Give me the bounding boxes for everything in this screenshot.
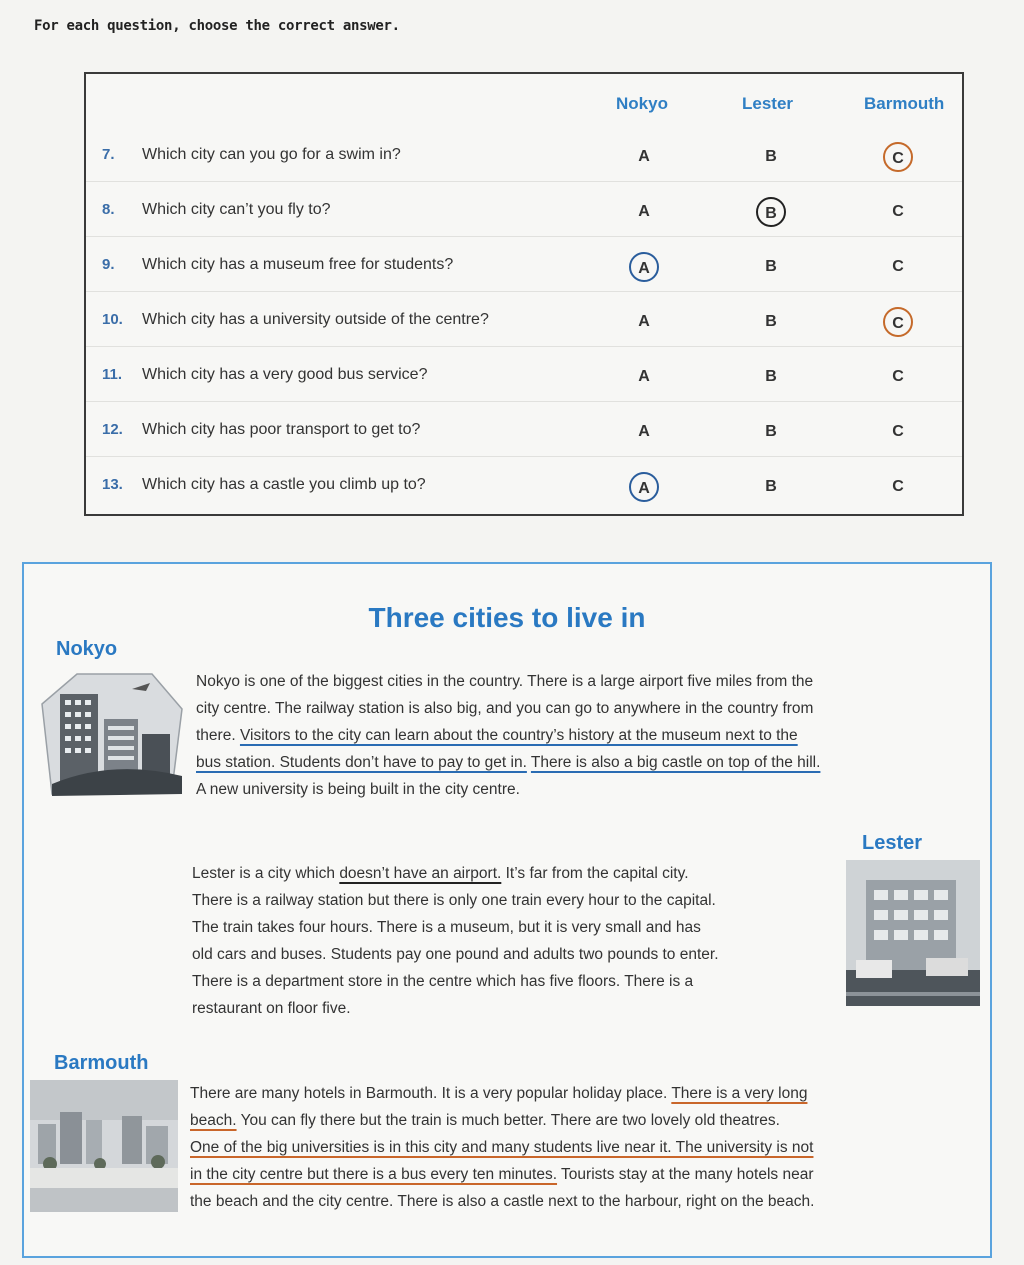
answer-option-c-selected[interactable]: C <box>883 142 913 172</box>
answer-option-c[interactable]: C <box>892 423 904 440</box>
text-line <box>196 668 820 695</box>
answer-option-c[interactable]: C <box>892 478 904 495</box>
lester-city-illustration <box>846 860 980 1006</box>
question-text: Which city has a university outside of the centre? <box>142 311 489 328</box>
text-segment: There are many hotels in Barmouth. It is a very popular holiday place. <box>190 1085 672 1102</box>
underlined-text: beach. <box>190 1112 237 1129</box>
instruction-text: For each question, choose the correct answer. <box>34 18 400 34</box>
underlined-text: Visitors to the city can learn about the country’s history at the museum next to the <box>239 727 798 744</box>
city-heading-barmouth: Barmouth <box>54 1052 149 1074</box>
answer-option-b-selected[interactable]: B <box>756 197 786 227</box>
city-heading-lester: Lester <box>862 832 923 854</box>
text-line <box>192 887 719 914</box>
question-text: Which city has a very good bus service? <box>142 366 428 383</box>
text-line <box>196 695 820 722</box>
answer-option-b[interactable]: B <box>765 478 777 495</box>
text-line <box>190 1107 814 1134</box>
row-divider <box>86 291 962 292</box>
question-text: Which city can’t you fly to? <box>142 201 331 218</box>
underlined-text: There is a very long <box>671 1085 808 1102</box>
answer-option-a[interactable]: A <box>638 423 650 440</box>
header-nokyo: Nokyo <box>616 94 668 113</box>
text-line <box>192 914 719 941</box>
barmouth-paragraph <box>190 1080 814 1215</box>
text-segment: There is a department store in the centre which has five floors. There is a <box>192 973 694 990</box>
answer-option-a-selected[interactable]: A <box>629 472 659 502</box>
text-segment: The train takes four hours. There is a museum, but it is very small and has <box>192 919 701 936</box>
answer-option-a[interactable]: A <box>638 368 650 385</box>
question-number: 10. <box>102 311 123 328</box>
text-line <box>190 1134 814 1161</box>
answer-option-c-selected[interactable]: C <box>883 307 913 337</box>
question-row <box>86 462 962 512</box>
underlined-text: in the city centre but there is a bus every ten minutes. <box>190 1166 558 1183</box>
text-segment: Nokyo is one of the biggest cities in the country. There is a large airport five miles from the <box>196 673 814 690</box>
question-table <box>84 72 964 516</box>
text-segment: Lester is a city which <box>192 865 340 882</box>
text-line <box>190 1188 814 1215</box>
answer-option-b[interactable]: B <box>765 148 777 165</box>
question-row <box>86 407 962 457</box>
text-line <box>192 941 719 968</box>
header-barmouth: Barmouth <box>864 94 945 113</box>
row-divider <box>86 401 962 402</box>
row-divider <box>86 181 962 182</box>
text-segment: old cars and buses. Students pay one pound and adults two pounds to enter. <box>192 946 719 963</box>
text-line <box>192 968 719 995</box>
answer-option-b[interactable]: B <box>765 423 777 440</box>
answer-option-b[interactable]: B <box>765 368 777 385</box>
text-segment: the beach and the city centre. There is also a castle next to the harbour, right on the beach. <box>190 1193 815 1210</box>
text-line <box>196 776 820 803</box>
question-text: Which city has a museum free for students? <box>142 256 454 273</box>
question-number: 12. <box>102 421 123 438</box>
barmouth-city-illustration <box>30 1080 178 1212</box>
reading-passage <box>22 562 992 1258</box>
question-text: Which city has poor transport to get to? <box>142 421 421 438</box>
text-segment: It’s far from the capital city. <box>501 865 689 882</box>
answer-option-a[interactable]: A <box>638 203 650 220</box>
underlined-text: There is also a big castle on top of the hill. <box>530 754 821 771</box>
row-divider <box>86 456 962 457</box>
passage-title: Three cities to live in <box>368 602 646 633</box>
answer-option-b[interactable]: B <box>765 313 777 330</box>
header-lester: Lester <box>742 94 794 113</box>
question-row <box>86 132 962 182</box>
question-number: 8. <box>102 201 115 218</box>
question-number: 9. <box>102 256 115 273</box>
question-row <box>86 352 962 402</box>
answer-option-a[interactable]: A <box>638 313 650 330</box>
text-line <box>192 860 719 887</box>
answer-option-a[interactable]: A <box>638 148 650 165</box>
text-segment: restaurant on floor five. <box>192 1000 351 1017</box>
question-text: Which city has a castle you climb up to? <box>142 476 426 493</box>
lester-paragraph <box>192 860 719 1022</box>
question-number: 7. <box>102 146 115 163</box>
text-line <box>190 1080 814 1107</box>
nokyo-city-illustration <box>32 664 192 804</box>
row-divider <box>86 346 962 347</box>
text-segment: A new university is being built in the city centre. <box>196 781 520 798</box>
question-number: 11. <box>102 366 123 383</box>
text-line <box>196 749 820 776</box>
text-line <box>192 995 719 1022</box>
text-segment: city centre. The railway station is also big, and you can go to anywhere in the country from <box>196 700 814 717</box>
text-line <box>196 722 820 749</box>
question-row <box>86 242 962 292</box>
answer-option-c[interactable]: C <box>892 258 904 275</box>
answer-option-a-selected[interactable]: A <box>629 252 659 282</box>
question-text: Which city can you go for a swim in? <box>142 146 401 163</box>
question-number: 13. <box>102 476 123 493</box>
city-heading-nokyo: Nokyo <box>56 638 118 660</box>
question-row <box>86 297 962 347</box>
question-row <box>86 187 962 237</box>
text-line <box>190 1161 814 1188</box>
underlined-text: One of the big universities is in this city and many students live near it. The university is not <box>190 1139 814 1156</box>
text-segment: there. <box>196 727 240 744</box>
answer-option-c[interactable]: C <box>892 203 904 220</box>
answer-option-c[interactable]: C <box>892 368 904 385</box>
answer-option-b[interactable]: B <box>765 258 777 275</box>
nokyo-paragraph <box>196 668 820 803</box>
text-segment: You can fly there but the train is much better. There are two lovely old theatres. <box>236 1112 780 1129</box>
underlined-text: doesn’t have an airport. <box>339 865 502 882</box>
underlined-text: bus station. Students don’t have to pay to get in. <box>196 754 527 771</box>
text-segment: Tourists stay at the many hotels near <box>557 1166 814 1183</box>
text-segment: There is a railway station but there is only one train every hour to the capital. <box>192 892 716 909</box>
row-divider <box>86 236 962 237</box>
